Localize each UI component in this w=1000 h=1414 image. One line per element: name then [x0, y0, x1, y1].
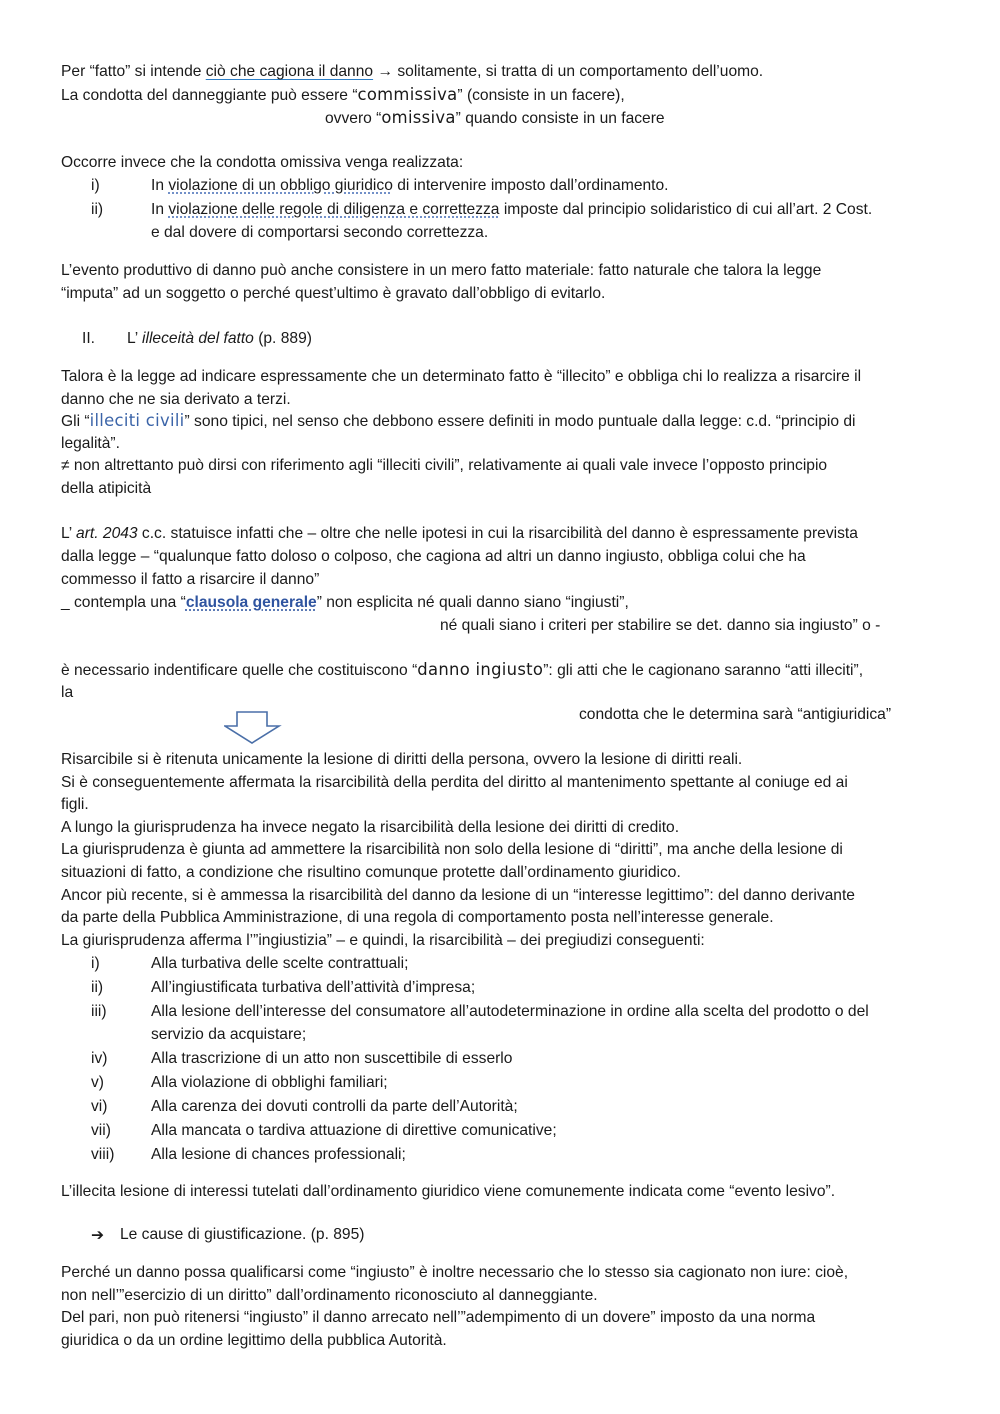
text-line: è necessario indentificare quelle che costituiscono “danno ingiusto”: gli atti che le cagionano saranno “atti illeciti”,	[61, 660, 864, 679]
underlined-phrase: violazione delle regole di diligenza e correttezza	[168, 201, 500, 218]
text-line: Perché un danno possa qualificarsi come “ingiusto” è inoltre necessario che lo stesso sia cagionato non iure: cioè,	[61, 1264, 849, 1281]
emphasis-term: illeciti civili	[89, 411, 185, 430]
text-line: legalità”.	[61, 435, 120, 452]
text-line: commesso il fatto a risarcire il danno”	[61, 571, 320, 588]
section-number: II.	[82, 330, 95, 347]
underlined-phrase: violazione di un obbligo giuridico	[168, 177, 393, 194]
list-item: All’ingiustificata turbativa dell’attività d’impresa;	[151, 979, 476, 996]
text-line: ovvero “omissiva” quando consiste in un facere	[325, 108, 665, 127]
text-line: A lungo la giurisprudenza ha invece negato la risarcibilità della lesione dei diritti di credito.	[61, 819, 680, 836]
list-item-continuation: servizio da acquistare;	[151, 1026, 307, 1043]
list-item: In violazione delle regole di diligenza e correttezza imposte dal principio solidaristico di cui all’art. 2 Cost.	[151, 201, 873, 218]
text-line: danno che ne sia derivato a terzi.	[61, 391, 291, 408]
list-item-continuation: e dal dovere di comportarsi secondo correttezza.	[151, 224, 489, 241]
list-number: ii)	[91, 979, 104, 996]
text-line: La giurisprudenza afferma l’”ingiustizia” – e quindi, la risarcibilità – dei pregiudizi conseguenti:	[61, 932, 705, 949]
text-line: la	[61, 684, 74, 701]
text-line: Ancor più recente, si è ammessa la risarcibilità del danno da lesione di un “interesse legittimo”: del danno derivante	[61, 887, 855, 904]
list-item: Alla lesione di chances professionali;	[151, 1146, 406, 1163]
list-item: Alla carenza dei dovuti controlli da parte dell’Autorità;	[151, 1098, 518, 1115]
text-line: La giurisprudenza è giunta ad ammettere la risarcibilità non solo della lesione di “diritti”, ma anche della lesione di	[61, 841, 843, 858]
text-line: Per “fatto” si intende ciò che cagiona il danno → solitamente, si tratta di un comportamento dell’uomo.	[61, 63, 764, 80]
list-number: vii)	[91, 1122, 111, 1139]
text-line: della atipicità	[61, 480, 152, 497]
text-line: figli.	[61, 796, 89, 813]
text-line: ≠ non altrettanto può dirsi con riferimento agli “illeciti civili”, relativamente ai quali vale invece l’opposto principio	[61, 457, 828, 474]
list-number: iv)	[91, 1050, 108, 1067]
text-line: Occorre invece che la condotta omissiva venga realizzata:	[61, 154, 464, 171]
list-item: Alla lesione dell’interesse del consumatore all’autodeterminazione in ordine alla scelta del prodotto o del	[151, 1003, 869, 1020]
text-line: Si è conseguentemente affermata la risarcibilità della perdita del diritto al mantenimento spettante al coniuge ed ai	[61, 774, 848, 791]
list-item: Alla violazione di obblighi familiari;	[151, 1074, 388, 1091]
list-item: In violazione di un obbligo giuridico di intervenire imposto dall’ordinamento.	[151, 177, 669, 194]
text-line: da parte della Pubblica Amministrazione, di una regola di comportamento posta nell’interesse generale.	[61, 909, 774, 926]
text-line: Talora è la legge ad indicare espressamente che un determinato fatto è “illecito” e obbliga chi lo realizza a risarcire il	[61, 368, 862, 385]
text-line: condotta che le determina sarà “antigiuridica”	[579, 706, 892, 723]
list-number: i)	[91, 955, 100, 972]
underlined-phrase: ciò che cagiona il danno	[205, 63, 374, 80]
list-number: ii)	[91, 201, 104, 218]
emphasis-term: danno ingiusto	[417, 660, 544, 679]
text-line: La condotta del danneggiante può essere “commissiva” (consiste in un facere),	[61, 85, 625, 104]
down-arrow-icon	[224, 710, 282, 746]
arrow-bullet-icon: ➔	[91, 1226, 105, 1244]
list-number: v)	[91, 1074, 104, 1091]
section-heading: Le cause di giustificazione. (p. 895)	[120, 1226, 365, 1243]
list-number: viii)	[91, 1146, 115, 1163]
list-item: Alla turbativa delle scelte contrattuali;	[151, 955, 409, 972]
text-line: Risarcibile si è ritenuta unicamente la lesione di diritti della persona, ovvero la lesione di diritti reali.	[61, 751, 743, 768]
emphasis-term: omissiva	[381, 108, 456, 127]
emphasis-term: clausola generale	[185, 594, 317, 611]
text-line: L’illecita lesione di interessi tutelati dall’ordinamento giuridico viene comunemente indicata come “evento lesivo”.	[61, 1183, 836, 1200]
text-line: non nell’”esercizio di un diritto” dall’ordinamento riconosciuto al danneggiante.	[61, 1287, 598, 1304]
text-line: L’ art. 2043 c.c. statuisce infatti che – oltre che nelle ipotesi in cui la risarcibilità del danno è espressamente prevista	[61, 525, 858, 542]
section-heading: L’ illeceità del fatto (p. 889)	[127, 330, 312, 347]
list-number: i)	[91, 177, 100, 194]
list-number: iii)	[91, 1003, 107, 1020]
list-item: Alla mancata o tardiva attuazione di direttive comunicative;	[151, 1122, 557, 1139]
text-line: Gli “illeciti civili” sono tipici, nel senso che debbono essere definiti in modo puntuale dalla legge: c.d. “principio di	[61, 411, 856, 430]
right-arrow-icon: →	[373, 63, 398, 80]
text-line: Del pari, non può ritenersi “ingiusto” il danno arrecato nell’”adempimento di un dovere” imposto da una norma	[61, 1309, 816, 1326]
text-line: “imputa” ad un soggetto o perché quest’ultimo è gravato dall’obbligo di evitarlo.	[61, 285, 606, 302]
text-line: situazioni di fatto, a condizione che risultino comunque protette dall’ordinamento giuridico.	[61, 864, 681, 881]
text-line: dalla legge – “qualunque fatto doloso o colposo, che cagiona ad altri un danno ingiusto, obbliga colui che ha	[61, 548, 806, 565]
text-line: né quali siano i criteri per stabilire se det. danno sia ingiusto” o -	[440, 617, 881, 634]
text-line: L’evento produttivo di danno può anche consistere in un mero fatto materiale: fatto naturale che talora la legge	[61, 262, 822, 279]
list-number: vi)	[91, 1098, 108, 1115]
text-line: giuridica o da un ordine legittimo della pubblica Autorità.	[61, 1332, 447, 1349]
emphasis-term: commissiva	[357, 85, 458, 104]
text-line: _ contempla una “clausola generale” non esplicita né quali danno siano “ingiusti”,	[61, 594, 629, 611]
list-item: Alla trascrizione di un atto non suscettibile di esserlo	[151, 1050, 513, 1067]
